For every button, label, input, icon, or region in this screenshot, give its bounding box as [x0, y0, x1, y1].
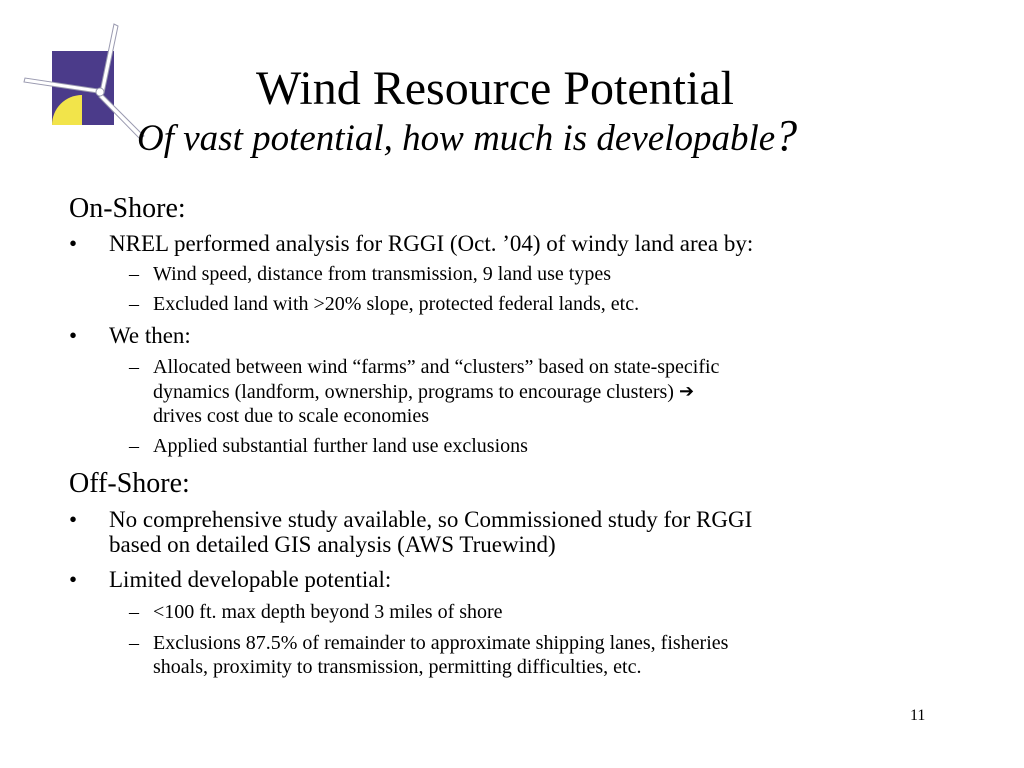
bullet-text: Limited developable potential:: [109, 567, 392, 592]
off-shore-heading: Off-Shore:: [69, 468, 190, 499]
on-shore-heading: On-Shore:: [69, 193, 186, 224]
dash-marker: –: [129, 601, 139, 623]
subtitle-question-mark: ?: [775, 111, 798, 160]
page-number: 11: [910, 707, 926, 724]
bullet-line-1: No comprehensive study available, so Commissioned study for RGGI: [109, 507, 753, 532]
dash-marker: –: [129, 435, 139, 457]
on-shore-sub-excluded: [69, 292, 949, 316]
wind-turbine-logo: [22, 20, 152, 145]
bullet-marker: •: [69, 323, 78, 348]
sub-bullet-text: Applied substantial further land use exclusions: [153, 435, 528, 457]
bullet-line-2: based on detailed GIS analysis (AWS Truewind): [109, 532, 556, 557]
on-shore-sub-wind-speed: [69, 262, 949, 286]
bullet-marker: •: [69, 567, 78, 592]
logo-hub: [96, 88, 104, 96]
off-shore-bullet-study: [69, 507, 949, 557]
sub-bullet-line-2: dynamics (landform, ownership, programs to encourage clusters): [153, 381, 674, 403]
on-shore-sub-applied: [69, 434, 949, 458]
on-shore-bullet-we-then: [69, 323, 949, 348]
bullet-text: NREL performed analysis for RGGI (Oct. ’04) of windy land area by:: [109, 231, 754, 256]
on-shore-bullet-nrel: [69, 231, 949, 256]
bullet-marker: •: [69, 507, 78, 532]
on-shore-sub-allocated: [69, 355, 949, 428]
slide-body: [69, 191, 949, 679]
bullet-text: We then:: [109, 323, 191, 348]
subtitle-text: Of vast potential, how much is developable: [137, 118, 776, 159]
arrow-right-icon: ➔: [678, 381, 695, 401]
sub-bullet-text: <100 ft. max depth beyond 3 miles of shore: [153, 601, 503, 623]
dash-marker: –: [129, 293, 139, 315]
bullet-marker: •: [69, 231, 78, 256]
off-shore-sub-depth: [69, 600, 949, 624]
sub-bullet-text: Excluded land with >20% slope, protected federal lands, etc.: [153, 293, 640, 315]
sub-bullet-text: Wind speed, distance from transmission, 9 land use types: [153, 263, 611, 285]
dash-marker: –: [129, 632, 139, 654]
dash-marker: –: [129, 356, 139, 378]
dash-marker: –: [129, 263, 139, 285]
slide-title: Wind Resource Potential: [256, 62, 734, 115]
off-shore-bullet-limited: [69, 567, 949, 592]
sub-bullet-line-2: shoals, proximity to transmission, permitting difficulties, etc.: [153, 656, 642, 678]
sub-bullet-line-1: Exclusions 87.5% of remainder to approximate shipping lanes, fisheries: [153, 632, 729, 654]
off-shore-sub-exclusions: [69, 631, 949, 679]
sub-bullet-line-1: Allocated between wind “farms” and “clusters” based on state-specific: [153, 356, 720, 378]
sub-bullet-line-3: drives cost due to scale economies: [153, 405, 430, 427]
slide-subtitle: [137, 113, 797, 162]
